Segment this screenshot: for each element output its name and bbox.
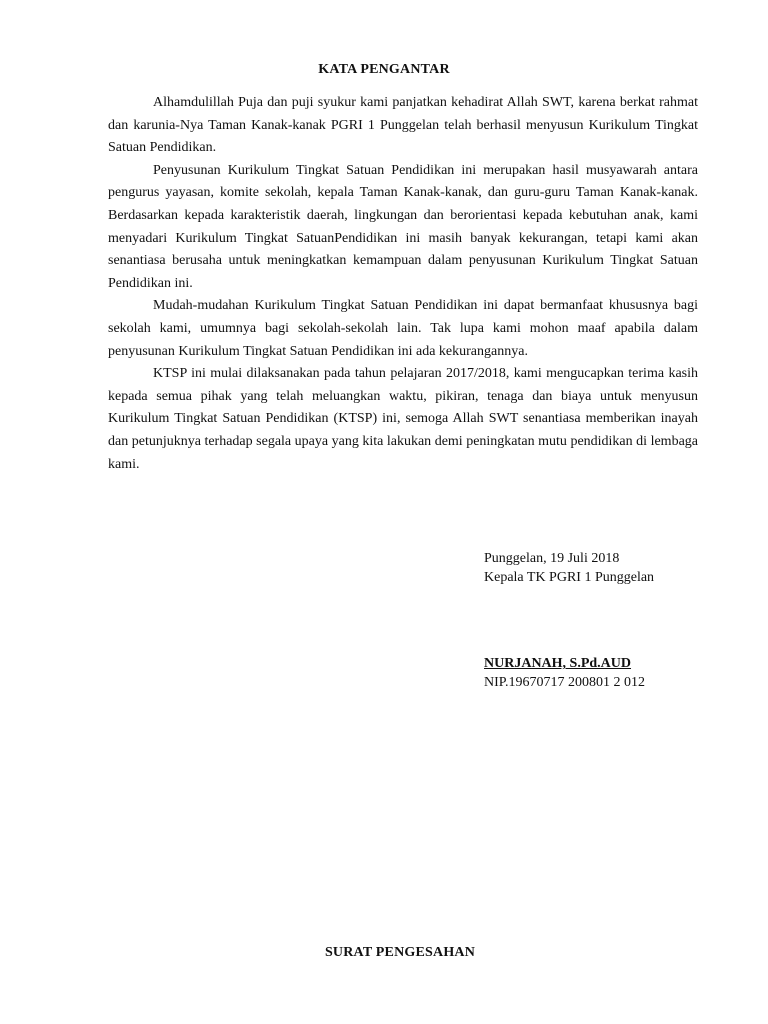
signature-place-date: Punggelan, 19 Juli 2018: [484, 551, 620, 566]
paragraph-4: KTSP ini mulai dilaksanakan pada tahun pelajaran 2017/2018, kami mengucapkan terima kasih kepada semua pihak yang telah meluangkan waktu, pikiran, tenaga dan biaya untuk menyusun Kurikulum Tingkat Satuan Pendidikan (KTSP) ini, semoga Allah SWT senantiasa memberikan inayah dan petunjuknya terhadap segala upaya yang kita lakukan demi peningkatan mutu pendidikan di lembaga kami.: [108, 366, 698, 472]
signature-position: Kepala TK PGRI 1 Punggelan: [484, 570, 655, 585]
signature-name: NURJANAH, S.Pd.AUD: [484, 656, 632, 671]
page-title: KATA PENGANTAR: [318, 62, 450, 77]
signature-block: [484, 549, 724, 692]
paragraph-2: Penyusunan Kurikulum Tingkat Satuan Pendidikan ini merupakan hasil musyawarah antara pengurus yayasan, komite sekolah, kepala Taman Kanak-kanak, dan guru-guru Taman Kanak-kanak. Berdasarkan kepada karakteristik daerah, lingkungan dan berorientasi kepada kebutuhan anak, kami menyadari Kurikulum Tingkat SatuanPendidikan ini masih banyak kekurangan, tetapi kami akan senantiasa berusaha untuk meningkatkan kemampuan dalam penyusunan Kurikulum Tingkat Satuan Pendidikan ini.: [108, 162, 698, 291]
paragraph-1: Alhamdulillah Puja dan puji syukur kami panjatkan kehadirat Allah SWT, karena berkat rahmat dan karunia-Nya Taman Kanak-kanak PGRI 1 Punggelan telah berhasil menyusun Kurikulum Tingkat Satuan Pendidikan.: [108, 95, 698, 156]
next-section-title: SURAT PENGESAHAN: [324, 945, 476, 960]
paragraph-3: Mudah-mudahan Kurikulum Tingkat Satuan Pendidikan ini dapat bermanfaat khususnya bagi sekolah kami, umumnya bagi sekolah-sekolah lain. Tak lupa kami mohon maaf apabila dalam penyusunan Kurikulum Tingkat Satuan Pendidikan ini ada kekurangannya.: [108, 298, 698, 359]
signature-nip: NIP.19670717 200801 2 012: [484, 675, 646, 690]
body-text: [108, 92, 698, 476]
